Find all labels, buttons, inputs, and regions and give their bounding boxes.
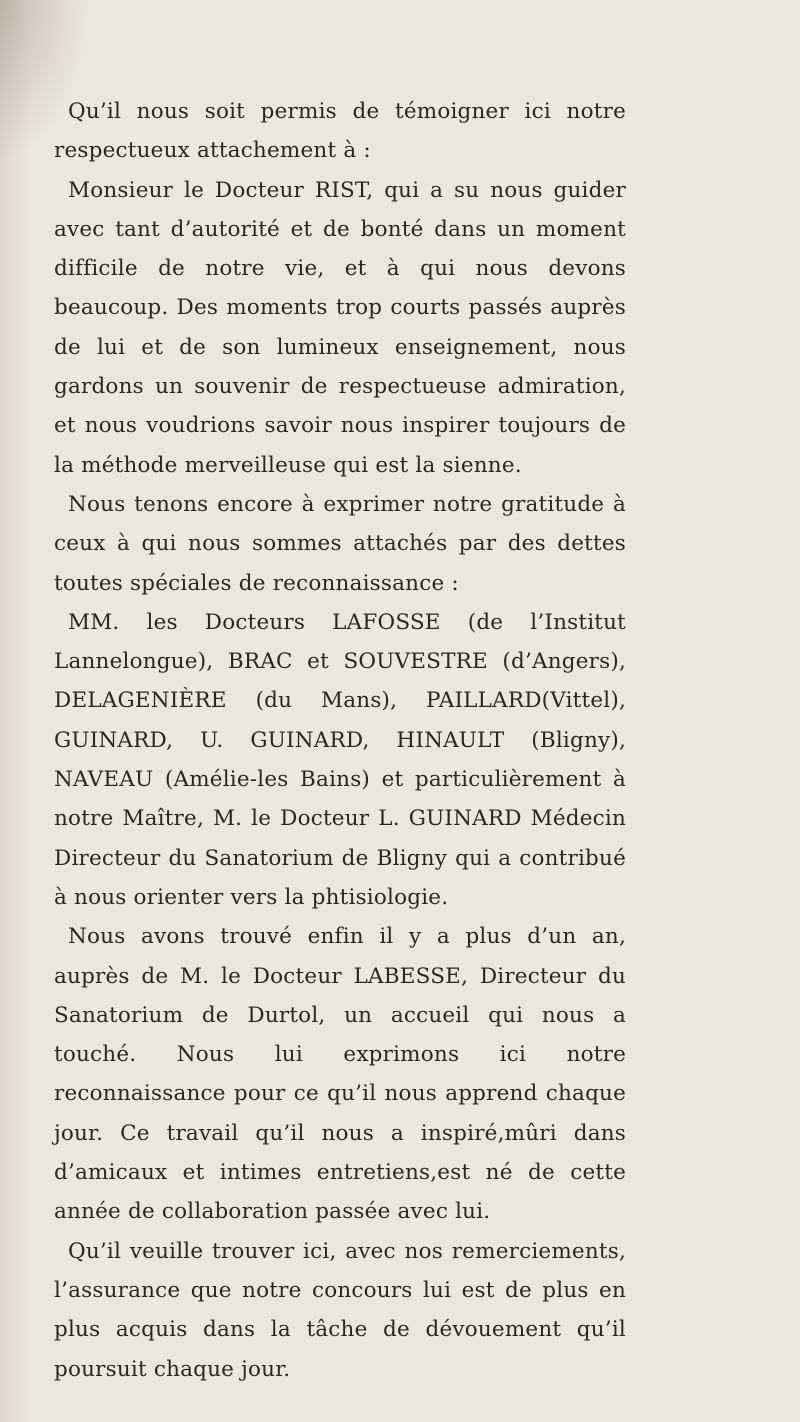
paragraph-gratitude: Nous tenons encore à exprimer notre gratitude à ceux à qui nous sommes attachés par des dettes toutes spéciales de reconnaissance : — [54, 491, 626, 596]
body-text — [54, 92, 626, 1389]
paragraph-rist: Monsieur le Docteur RIST, qui a su nous guider avec tant d’autorité et de bonté dans un moment difficile de notre vie, et à qui nous devons beaucoup. Des moments trop courts passés auprès de lui et de son lumineux enseignement, nous gardons un souvenir de respectueuse admiration, et nous voudrions savoir nous inspirer toujours de la méthode merveilleuse qui est la sienne. — [54, 177, 626, 478]
paragraph-closing: Qu’il veuille trouver ici, avec nos remerciements, l’assurance que notre concours lui est de plus en plus acquis dans la tâche de dévouement qu’il poursuit chaque jour. — [54, 1238, 626, 1382]
paragraph-dedication: Qu’il nous soit permis de témoigner ici notre respectueux attachement à : — [54, 99, 626, 164]
paragraph-labesse: Nous avons trouvé enfin il y a plus d’un an, auprès de M. le Docteur LABESSE, Directeur du Sanatorium de Durtol, un accueil qui nous a touché. Nous lui exprimons ici notre reconnaissance pour ce qu’il nous apprend chaque jour. Ce travail qu’il nous a inspiré,mûri dans d’amicaux et intimes entretiens,est né de cette année de collaboration passée avec lui. — [54, 924, 626, 1225]
paragraph-doctors-list: MM. les Docteurs LAFOSSE (de l’Institut Lannelongue), BRAC et SOUVESTRE (d’Angers), DELAGENIÈRE (du Mans), PAILLARD(Vittel), GUINARD, U. GUINARD, HINAULT (Bligny), NAVEAU (Amélie-les Bains) et particulièrement à notre Maître, M. le Docteur L. GUINARD Médecin Directeur du Sanatorium de Bligny qui a contribué à nous orienter vers la phtisiologie. — [54, 609, 626, 910]
